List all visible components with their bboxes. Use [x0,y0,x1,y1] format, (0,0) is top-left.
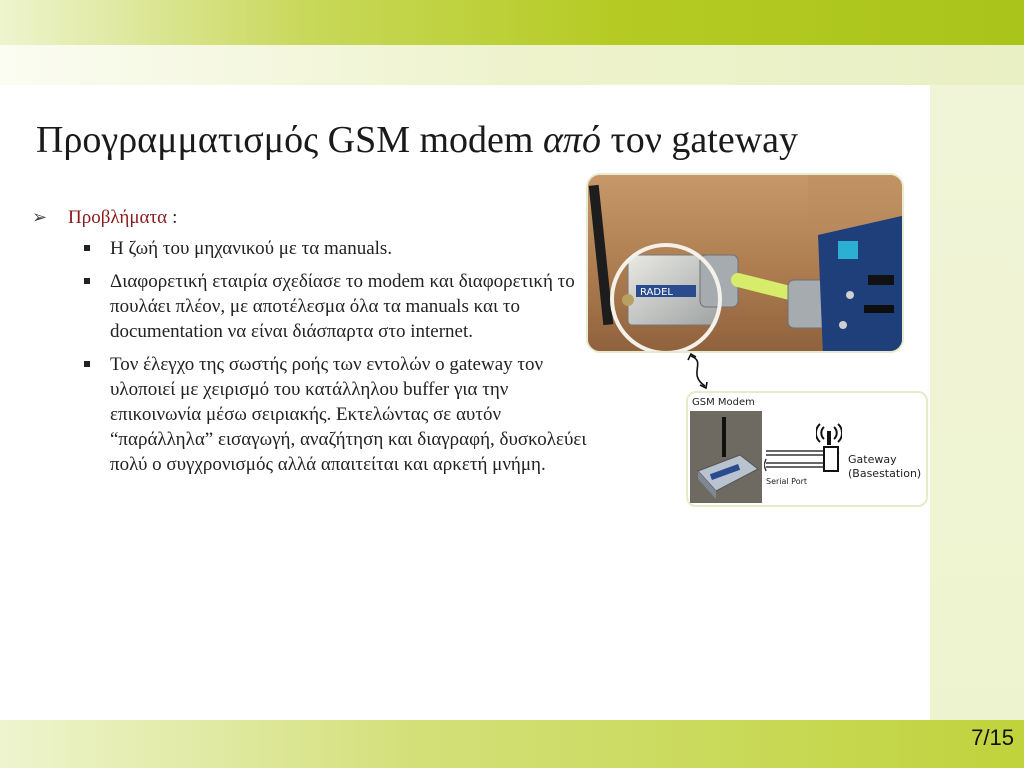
serial-port-label: Serial Port [766,477,808,486]
gateway-label-line1: Gateway [848,453,897,466]
bullet-text: Η ζωή του μηχανικού με τα manuals. [110,238,393,259]
bottom-accent-band [0,720,1024,768]
gateway-label-line2: (Basestation) [848,467,922,480]
square-bullet-icon [84,278,90,284]
heading-item [32,205,592,230]
slide-title [36,118,798,162]
antenna-signal-icon [816,423,842,445]
title-italic: από [542,119,601,161]
gsm-modem-photo [690,411,762,503]
hardware-photo-illustration [588,175,904,353]
bullet-item [84,352,592,477]
square-bullet-icon [84,245,90,251]
gsm-modem-label: GSM Modem [692,397,755,408]
slide-content [32,205,592,485]
problems-heading: Προβλήματα [68,207,168,228]
title-end: τον gateway [610,119,799,161]
gateway-label [848,453,921,481]
square-bullet-icon [84,361,90,367]
bullet-text: Διαφορετική εταιρία σχεδίασε το modem και διαφορετική το πουλάει πλέον, με αποτέλεσμα όλα τα manuals και το documentation να είναι διάσπαρτα στο internet. [110,271,575,342]
page-number: 7/15 [971,725,1014,750]
hardware-photo [586,173,904,353]
bullet-item [84,236,592,261]
heading-colon: : [172,207,178,228]
arrow-bullet-icon: ➢ [32,207,48,227]
right-accent-band [930,85,1024,720]
top-accent-band [0,0,1024,45]
link-arrow-icon [685,352,715,392]
connection-diagram [686,391,928,507]
modem-brand-text: RADEL [640,287,673,298]
bullet-text: Τον έλεγχο της σωστής ροής των εντολών ο gateway τον υλοποιεί με χειρισμό του κατάλληλου buffer για την επικοινωνία μέσω σειριακής. Εκτελώντας σε αυτόν “παράλληλα” εισαγωγή, αναζήτηση και διαγραφή, δυσκολεύει πολύ ο συγχρονισμός αλλά απαιτείται και αρκετή μνήμη. [110,354,587,475]
top-accent-band-light [0,45,1024,85]
title-main: Προγραμματισμός GSM modem [36,119,534,161]
bullet-item [84,269,592,344]
